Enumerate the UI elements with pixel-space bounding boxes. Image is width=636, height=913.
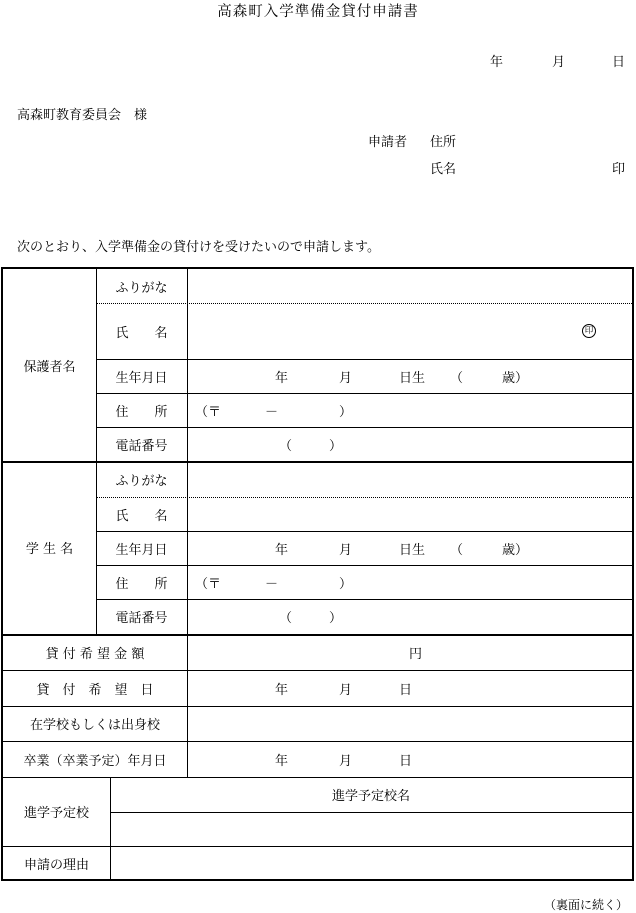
loan-date-year: 年 xyxy=(275,682,289,698)
postal-close: ） xyxy=(339,404,353,420)
age-label: 歳） xyxy=(502,542,529,558)
guardian-section-label: 保護者名 xyxy=(23,359,76,375)
birth-day: 日生 xyxy=(399,542,426,558)
birth-day: 日生 xyxy=(399,370,426,386)
student-name-label: 氏 名 xyxy=(115,508,168,524)
application-form-table xyxy=(1,267,634,881)
guardian-phone-field[interactable] xyxy=(187,427,632,461)
form-title: 高森町入学準備金貸付申請書 xyxy=(217,4,419,20)
date-day: 日 xyxy=(612,55,626,70)
graduation-label: 卒業（卒業予定）年月日 xyxy=(23,753,167,769)
birth-month: 月 xyxy=(339,370,353,386)
guardian-phone-label: 電話番号 xyxy=(115,438,168,454)
student-address-label: 住 所 xyxy=(115,576,168,592)
student-birth-label: 生年月日 xyxy=(115,542,168,558)
student-furigana-field[interactable] xyxy=(187,461,632,497)
student-phone-label: 電話番号 xyxy=(115,611,168,626)
loan-date-label: 貸 付 希 望 日 xyxy=(36,682,154,698)
loan-amount-label: 貸 付 希 望 金 額 xyxy=(45,646,145,662)
student-furigana-label: ふりがな xyxy=(115,473,168,489)
phone-close: ） xyxy=(329,611,343,626)
postal-close: ） xyxy=(339,576,353,592)
applicant-seal: 印 xyxy=(612,162,626,177)
reason-field[interactable] xyxy=(110,846,632,881)
student-address-field[interactable] xyxy=(187,565,632,599)
guardian-furigana-label: ふりがな xyxy=(115,280,168,296)
applicant-address-label: 住所 xyxy=(430,135,457,150)
loan-date-month: 月 xyxy=(339,682,353,698)
planned-school-name-label: 進学予定校名 xyxy=(331,789,410,804)
age-label: 歳） xyxy=(502,370,529,386)
graduation-month: 月 xyxy=(339,753,353,769)
student-name-field[interactable] xyxy=(187,497,632,531)
student-section-label: 学 生 名 xyxy=(25,542,74,557)
student-birth-field[interactable] xyxy=(187,531,632,565)
loan-amount-field[interactable] xyxy=(187,634,632,670)
phone-open: （ xyxy=(279,611,293,626)
student-phone-field[interactable] xyxy=(187,599,632,634)
loan-date-day: 日 xyxy=(399,682,413,698)
postal-dash: － xyxy=(265,576,279,592)
birth-year: 年 xyxy=(275,542,289,558)
guardian-address-label: 住 所 xyxy=(115,404,168,420)
phone-open: （ xyxy=(279,438,293,454)
school-label: 在学校もしくは出身校 xyxy=(29,718,160,733)
guardian-furigana-field[interactable] xyxy=(187,269,632,303)
postal-dash: － xyxy=(265,404,279,420)
phone-close: ） xyxy=(329,438,343,454)
guardian-address-field[interactable] xyxy=(187,393,632,427)
reason-label: 申請の理由 xyxy=(23,858,89,873)
guardian-birth-field[interactable] xyxy=(187,359,632,393)
school-field[interactable] xyxy=(187,706,632,741)
age-open: （ xyxy=(450,370,464,386)
guardian-name-label: 氏 名 xyxy=(115,325,168,341)
guardian-seal-mark: 印 xyxy=(582,324,596,338)
continued-note: （裏面に続く） xyxy=(544,898,629,912)
guardian-name-field[interactable] xyxy=(187,303,632,359)
planned-school-name-field[interactable] xyxy=(110,812,632,846)
birth-month: 月 xyxy=(339,542,353,558)
loan-date-field[interactable] xyxy=(187,670,632,706)
birth-year: 年 xyxy=(275,370,289,386)
postal-open: （〒 xyxy=(195,404,222,420)
date-year: 年 xyxy=(490,55,504,70)
yen-unit: 円 xyxy=(409,646,423,662)
age-open: （ xyxy=(450,542,464,558)
graduation-field[interactable] xyxy=(187,741,632,777)
postal-open: （〒 xyxy=(195,576,222,592)
applicant-name-label: 氏名 xyxy=(430,162,457,177)
date-month: 月 xyxy=(552,55,566,70)
graduation-day: 日 xyxy=(399,753,413,769)
intro-text: 次のとおり、入学準備金の貸付けを受けたいので申請します。 xyxy=(17,240,380,255)
applicant-label: 申請者 xyxy=(368,135,408,150)
graduation-year: 年 xyxy=(275,753,289,769)
planned-school-label: 進学予定校 xyxy=(23,806,89,821)
addressee: 高森町教育委員会 様 xyxy=(17,108,148,123)
guardian-birth-label: 生年月日 xyxy=(115,370,168,386)
